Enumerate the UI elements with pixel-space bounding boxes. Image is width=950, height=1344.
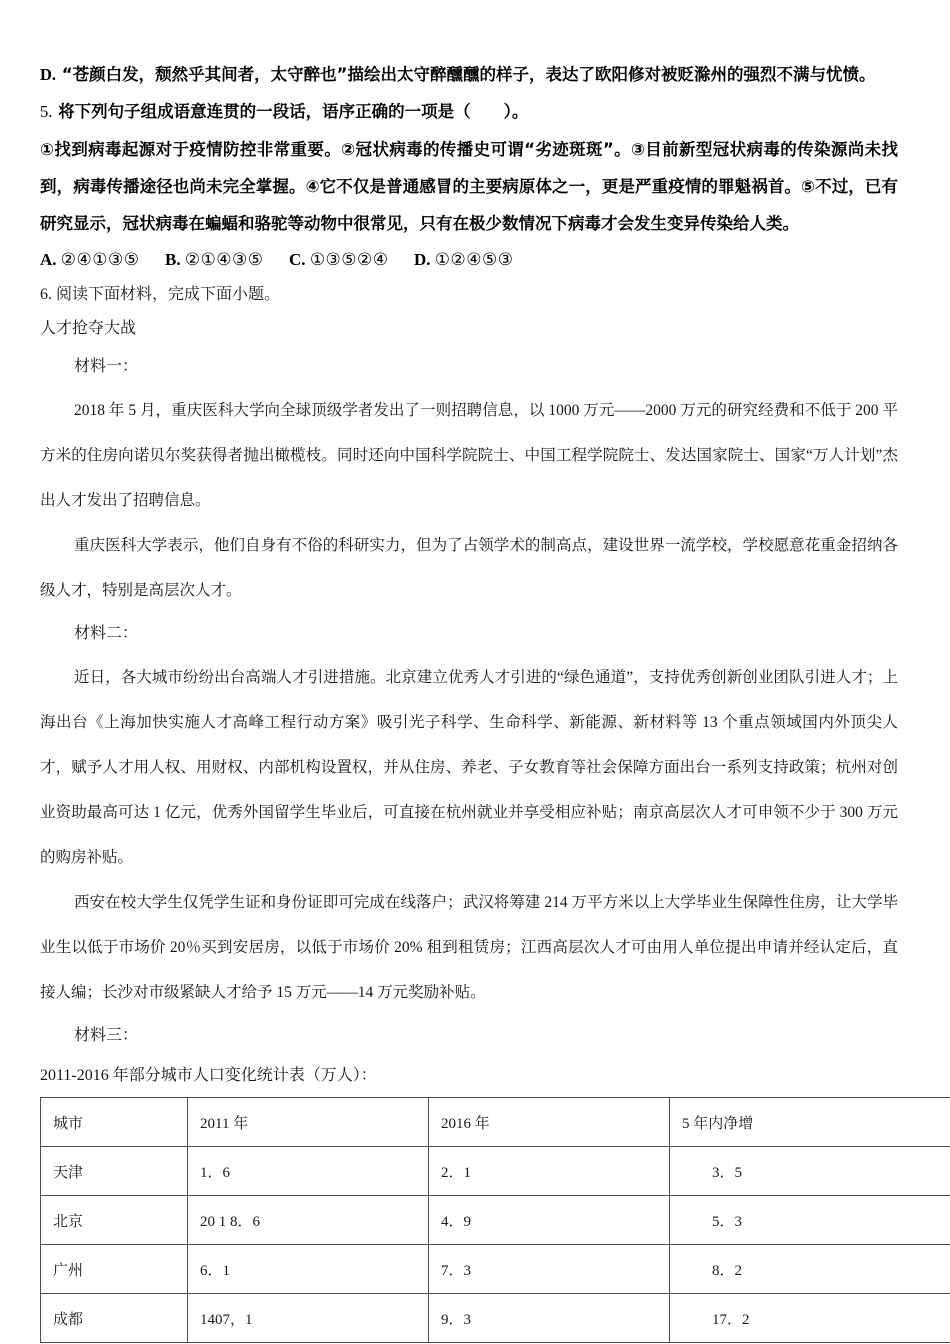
question5-sentences: ①找到病毒起源对于疫情防控非常重要。②冠状病毒的传播史可谓“劣迹斑斑”。③目前新型冠状病毒的传染源尚未找到，病毒传播途径也尚未完全掌握。④它不仅是普通感冒的主要病原体之一，更是严重疫情的罪魁祸首。⑤不过，已有研究显示，冠状病毒在蝙蝠和骆驼等动物中很常见，只有在极少数情况下病毒才会发生变异传染给人类。 <box>40 140 898 233</box>
material2-label: 材料二： <box>74 625 139 642</box>
table-cell-net-increase: 5．3 <box>670 1196 950 1245</box>
table-cell-net-increase: 3．5 <box>670 1147 950 1196</box>
table-header-city: 城市 <box>41 1098 188 1147</box>
option-b-sequence[interactable]: ②①④③⑤ <box>184 250 264 270</box>
table-cell-2016: 4．9 <box>429 1196 670 1245</box>
option-d-letter[interactable]: D. <box>414 250 431 269</box>
table-header-2016: 2016 年 <box>429 1098 670 1147</box>
material1-label: 材料一： <box>74 358 139 375</box>
question5-stem <box>40 93 898 131</box>
table-cell-city: 成都 <box>41 1294 188 1343</box>
table-row <box>41 1196 950 1245</box>
material2-paragraph-2: 西安在校大学生仅凭学生证和身份证即可完成在线落户；武汉将筹建 214 万平方米以上大学毕业生保障性住房，让大学毕业生以低于市场价 20％买到安居房，以低于市场价 20% 租到租赁房；江西高层次人才可由用人单位提出申请并经认定后，直接人编；长沙对市级紧缺人才给予 15 万元——14 万元奖励补贴。 <box>40 894 898 1001</box>
question5-stem-text: 将下列句子组成语意连贯的一段话，语序正确的一项是（ ）。 <box>58 102 529 121</box>
table-row <box>41 1245 950 1294</box>
table-cell-2011: 20 1 8．6 <box>188 1196 429 1245</box>
table-row <box>41 1294 950 1343</box>
population-statistics-table <box>40 1097 950 1343</box>
table-cell-2011: 1．6 <box>188 1147 429 1196</box>
table-cell-city: 北京 <box>41 1196 188 1245</box>
table-cell-2011: 1407，1 <box>188 1294 429 1343</box>
option-d-sequence[interactable]: ①②④⑤③ <box>434 250 514 270</box>
question4-option-d <box>40 56 898 93</box>
option-c-sequence[interactable]: ①③⑤②④ <box>309 250 389 270</box>
question4-option-d-label: D. <box>40 65 57 84</box>
table-cell-2016: 2．1 <box>429 1147 670 1196</box>
material2-paragraph-1: 近日，各大城市纷纷出台高端人才引进措施。北京建立优秀人才引进的“绿色通道”，支持优秀创新创业团队引进人才；上海出台《上海加快实施人才高峰工程行动方案》吸引光子科学、生命科学、新能源、新材料等 13 个重点领域国内外顶尖人才，赋予人才用人权、用财权、内部机构设置权，并从住房、养老、子女教育等社会保障方面出台一系列支持政策；杭州对创业资助最高可达 1 亿元，优秀外国留学生毕业后，可直接在杭州就业并享受相应补贴；南京高层次人才可申领不少于 300 万元的购房补贴。 <box>40 669 898 866</box>
option-b-letter[interactable]: B. <box>164 250 181 269</box>
table-header-row <box>41 1098 950 1147</box>
option-c-letter[interactable]: C. <box>289 250 306 269</box>
table-header-net-increase: 5 年内净增 <box>670 1098 950 1147</box>
table-row <box>41 1147 950 1196</box>
table-cell-2016: 9．3 <box>429 1294 670 1343</box>
material1-paragraph-2: 重庆医科大学表示，他们自身有不俗的科研实力，但为了占领学术的制高点，建设世界一流学校，学校愿意花重金招纳各级人才，特别是高层次人才。 <box>40 537 898 599</box>
table-cell-city: 广州 <box>41 1245 188 1294</box>
table-cell-net-increase: 8．2 <box>670 1245 950 1294</box>
material3-label: 材料三： <box>74 1027 139 1044</box>
table-cell-net-increase: 17．2 <box>670 1294 950 1343</box>
table-cell-city: 天津 <box>41 1147 188 1196</box>
option-a-sequence[interactable]: ②④①③⑤ <box>60 250 140 270</box>
table-title: 2011-2016 年部分城市人口变化统计表（万人）： <box>40 1067 377 1084</box>
table-cell-2016: 7．3 <box>429 1245 670 1294</box>
question6-stem <box>40 278 898 312</box>
table-cell-2011: 6．1 <box>188 1245 429 1294</box>
question5-number: 5. <box>40 102 53 121</box>
question4-option-d-text: “苍颜白发，颓然乎其间者，太守醉也”描绘出太守醉醺醺的样子，表达了欧阳修对被贬滁州的强烈不满与忧愤。 <box>61 65 876 84</box>
question6-number: 6. <box>40 286 52 303</box>
material1-paragraph-1: 2018 年 5 月，重庆医科大学向全球顶级学者发出了一则招聘信息，以 1000 万元——2000 万元的研究经费和不低于 200 平方米的住房向诺贝尔奖获得者抛出橄榄枝。同时还向中国科学院院士、中国工程学院院士、发达国家院士、国家“万人计划”杰出人才发出了招聘信息。 <box>40 402 898 509</box>
table-header-2011: 2011 年 <box>188 1098 429 1147</box>
option-a-letter[interactable]: A. <box>40 250 57 269</box>
question5-options <box>40 242 898 278</box>
question6-stem-text: 阅读下面材料，完成下面小题。 <box>56 286 281 303</box>
article-title: 人才抢夺大战 <box>40 320 137 337</box>
table-body <box>41 1098 950 1343</box>
